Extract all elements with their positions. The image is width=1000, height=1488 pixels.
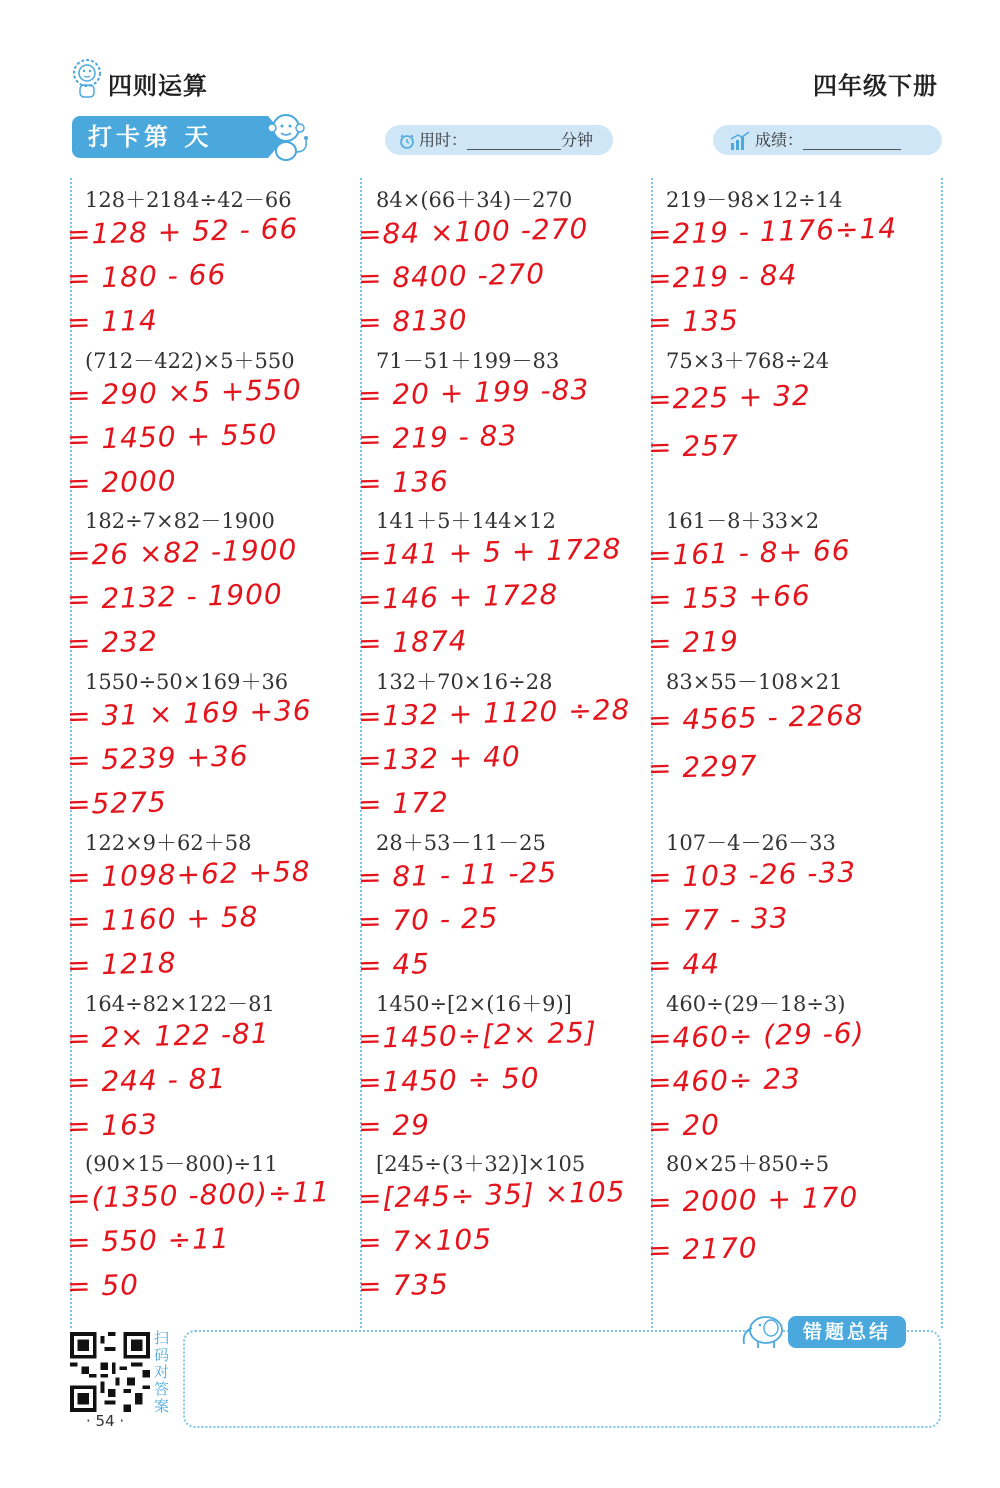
problem-expression: 71－51＋199－83	[376, 348, 560, 373]
handwritten-step: = 180 - 66	[66, 257, 227, 295]
handwritten-step: =219 - 1176÷14	[647, 211, 898, 251]
handwritten-step: =146 + 1728	[357, 578, 559, 617]
page-title: 四则运算	[108, 72, 208, 100]
handwritten-step: =225 + 32	[647, 378, 812, 416]
score-field[interactable]	[713, 125, 942, 155]
score-label: 成绩：	[755, 130, 804, 150]
problem-expression: 141＋5＋144×12	[376, 509, 556, 534]
handwritten-step: = 1450 + 550	[66, 417, 278, 456]
handwritten-step: = 257	[647, 428, 740, 464]
handwritten-step: = 219	[647, 625, 740, 661]
handwritten-step: =1450 ÷ 50	[357, 1060, 540, 1099]
handwritten-step: =219 - 84	[647, 258, 798, 295]
score-blank[interactable]	[803, 131, 901, 150]
elephant-icon	[738, 1310, 790, 1350]
problem-expression: 28＋53－11－25	[376, 830, 546, 855]
handwritten-step: = 232	[66, 625, 159, 661]
handwritten-step: =26 ×82 -1900	[66, 533, 298, 573]
handwritten-step: =[245÷ 35] ×105	[357, 1175, 626, 1216]
handwritten-step: =128 + 52 - 66	[66, 211, 299, 251]
checkin-banner	[72, 116, 268, 158]
handwritten-step: = 1874	[357, 624, 469, 661]
alarm-clock-icon	[399, 133, 415, 149]
handwritten-step: = 29	[357, 1107, 431, 1143]
handwritten-step: = 290 ×5 +550	[66, 372, 303, 412]
handwritten-step: = 2× 122 -81	[66, 1016, 270, 1055]
bar-chart-icon	[729, 131, 751, 151]
handwritten-step: = 20 + 199 -83	[357, 372, 590, 412]
handwritten-step: =460÷ (29 -6)	[647, 1015, 865, 1055]
handwritten-step: = 2297	[647, 749, 759, 786]
problem-expression: (712－422)×5＋550	[85, 348, 295, 373]
handwritten-step: = 2000	[66, 463, 178, 500]
handwritten-step: =141 + 5 + 1728	[357, 532, 622, 573]
handwritten-step: =5275	[66, 785, 168, 822]
problem-expression: 460÷(29－18÷3)	[666, 991, 846, 1016]
handwritten-step: = 4565 - 2268	[647, 698, 865, 738]
handwritten-step: =132 + 1120 ÷28	[357, 692, 631, 734]
problem-expression: 164÷82×122－81	[85, 991, 275, 1016]
problem-expression: 83×55－108×21	[666, 670, 843, 695]
problem-expression: 122×9＋62＋58	[85, 830, 252, 855]
handwritten-step: = 735	[357, 1267, 450, 1304]
handwritten-step: = 136	[357, 464, 450, 500]
problem-expression: 84×(66＋34)－270	[376, 188, 573, 212]
scan-answer-label: 扫码对答案	[154, 1329, 170, 1415]
handwritten-step: = 44	[647, 946, 721, 982]
handwritten-step: =1450÷[2× 25]	[357, 1015, 598, 1055]
handwritten-step: = 1218	[66, 945, 178, 982]
handwritten-step: = 45	[357, 946, 431, 982]
checkin-unit: 天	[184, 123, 213, 151]
handwritten-step: = 7×105	[357, 1222, 493, 1260]
problem-expression: 75×3＋768÷24	[666, 348, 830, 373]
qr-code-icon[interactable]	[70, 1332, 150, 1412]
handwritten-step: = 20	[647, 1107, 721, 1143]
handwritten-step: = 70 - 25	[357, 901, 499, 938]
time-blank[interactable]	[467, 131, 561, 150]
handwritten-step: = 31 × 169 +36	[66, 693, 313, 734]
handwritten-step: = 2170	[647, 1231, 759, 1268]
handwritten-step: = 550 ÷11	[66, 1221, 231, 1260]
monkey-icon	[262, 108, 314, 162]
handwritten-step: = 50	[66, 1268, 140, 1304]
handwritten-step: = 135	[647, 303, 740, 339]
handwritten-step: =161 - 8+ 66	[647, 534, 851, 573]
handwritten-step: = 163	[66, 1107, 159, 1143]
time-field[interactable]	[385, 125, 613, 155]
handwritten-step: =(1350 -800)÷11	[66, 1175, 331, 1216]
handwritten-step: = 5239 +36	[66, 739, 249, 778]
handwritten-step: = 2000 + 170	[647, 1180, 859, 1220]
problem-expression: 107－4－26－33	[666, 830, 836, 855]
problem-expression: 132＋70×16÷28	[376, 670, 553, 695]
checkin-label: 打卡第	[88, 123, 172, 151]
handwritten-step: = 114	[66, 303, 159, 339]
handwritten-step: = 8400 -270	[357, 257, 546, 295]
problem-expression: 80×25＋850÷5	[666, 1152, 830, 1177]
handwritten-step: =132 + 40	[357, 739, 522, 778]
problem-expression: 182÷7×82－1900	[85, 509, 275, 534]
handwritten-step: = 77 - 33	[647, 901, 789, 938]
handwritten-step: = 1098+62 +58	[66, 854, 312, 894]
handwritten-step: = 244 - 81	[66, 1061, 227, 1099]
page-number: · 54 ·	[86, 1412, 125, 1430]
lion-icon	[70, 58, 104, 98]
handwritten-step: = 172	[357, 785, 450, 822]
handwritten-step: = 219 - 83	[357, 418, 518, 456]
column-divider	[941, 178, 943, 1328]
problem-expression: 1550÷50×169＋36	[85, 670, 289, 695]
handwritten-step: = 103 -26 -33	[647, 855, 857, 894]
grade-label: 四年级下册	[813, 72, 938, 100]
time-label: 用时：	[419, 130, 468, 150]
handwritten-step: = 1160 + 58	[66, 899, 259, 938]
problem-expression: 128＋2184÷42－66	[85, 188, 292, 212]
problem-expression: 219－98×12÷14	[666, 188, 843, 212]
problem-expression: 1450÷[2×(16＋9)]	[376, 991, 572, 1016]
problem-expression: [245÷(3＋32)]×105	[376, 1152, 586, 1177]
handwritten-step: = 8130	[357, 303, 469, 339]
handwritten-step: =460÷ 23	[647, 1061, 802, 1099]
time-unit: 分钟	[561, 130, 594, 150]
problem-expression: (90×15－800)÷11	[85, 1152, 278, 1177]
mistake-summary-label: 错题总结	[788, 1316, 906, 1348]
handwritten-step: = 2132 - 1900	[66, 577, 284, 617]
problem-expression: 161－8＋33×2	[666, 509, 820, 534]
handwritten-step: = 153 +66	[647, 579, 812, 617]
handwritten-step: =84 ×100 -270	[357, 211, 589, 251]
handwritten-step: = 81 - 11 -25	[357, 855, 558, 894]
